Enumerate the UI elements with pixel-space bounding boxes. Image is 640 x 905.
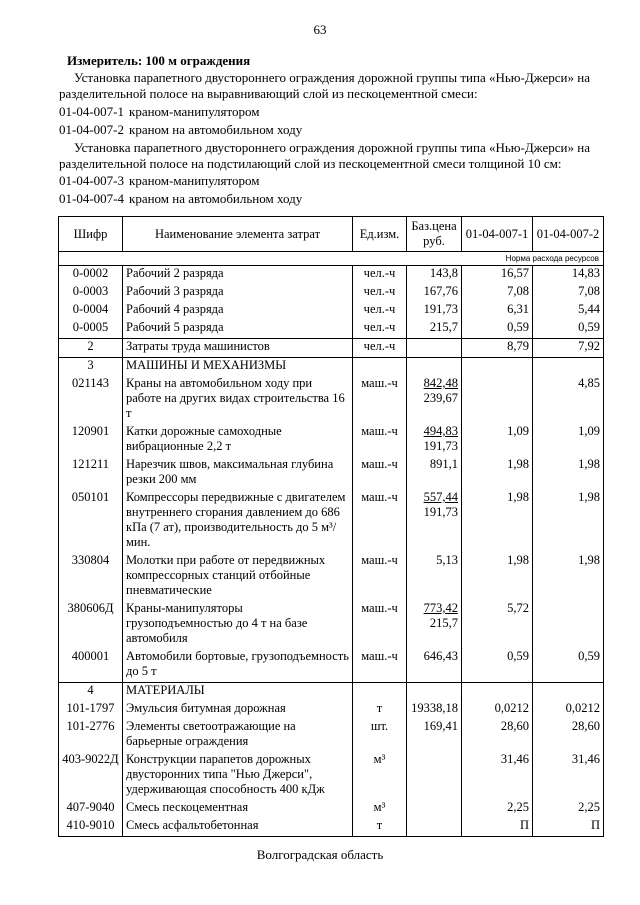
cell-code: 3	[59, 358, 123, 377]
cell-col2	[533, 683, 604, 702]
cell-col1: 1,98	[462, 457, 533, 490]
cell-price	[407, 376, 462, 424]
cell-name: Смесь пескоцементная	[123, 800, 353, 818]
item-code: 01-04-007-4	[59, 191, 124, 206]
cell-col1: 2,25	[462, 800, 533, 818]
cell-code: 101-1797	[59, 701, 123, 719]
cell-unit: чел.-ч	[353, 320, 407, 339]
cell-col1: 8,79	[462, 339, 533, 358]
cell-name: Нарезчик швов, максимальная глубина резки 200 мм	[123, 457, 353, 490]
item-label: краном на автомобильном ходу	[129, 122, 303, 137]
cell-price	[407, 284, 462, 302]
cell-col2: 0,0212	[533, 701, 604, 719]
cell-code: 0-0003	[59, 284, 123, 302]
group2-item-1	[59, 173, 260, 189]
table-row	[59, 601, 604, 649]
item-code: 01-04-007-2	[59, 122, 124, 137]
norm-label: Норма расхода ресурсов	[59, 252, 604, 266]
table-header	[59, 217, 604, 252]
cell-unit: маш.-ч	[353, 424, 407, 457]
cell-price	[407, 457, 462, 490]
cell-col1: 1,09	[462, 424, 533, 457]
price-value: 494,83	[423, 424, 458, 438]
cell-unit: чел.-ч	[353, 302, 407, 320]
cell-price	[407, 649, 462, 683]
cell-unit	[353, 358, 407, 377]
cell-unit: чел.-ч	[353, 266, 407, 285]
item-label: краном-манипулятором	[129, 173, 260, 188]
cell-col2: 1,98	[533, 490, 604, 553]
resource-table	[58, 216, 604, 837]
cell-col2	[533, 601, 604, 649]
table-row	[59, 683, 604, 702]
cell-col1: 7,08	[462, 284, 533, 302]
cell-unit	[353, 683, 407, 702]
cell-col1	[462, 683, 533, 702]
price-value: 191,73	[423, 302, 458, 316]
cell-code: 410-9010	[59, 818, 123, 837]
cell-price	[407, 719, 462, 752]
cell-name: Автомобили бортовые, грузоподъемность до 5 т	[123, 649, 353, 683]
price-secondary-value: 239,67	[423, 391, 458, 405]
cell-name: Катки дорожные самоходные вибрационные 2,2 т	[123, 424, 353, 457]
price-value: 773,42	[423, 601, 458, 615]
header-col1: 01-04-007-1	[462, 217, 533, 252]
table-row	[59, 800, 604, 818]
cell-price	[407, 302, 462, 320]
cell-col1: 0,0212	[462, 701, 533, 719]
meter-heading: Измеритель: 100 м ограждения	[67, 53, 251, 68]
cell-unit: маш.-ч	[353, 376, 407, 424]
cell-code: 120901	[59, 424, 123, 457]
group2-item-2	[59, 191, 302, 207]
cell-code: 4	[59, 683, 123, 702]
cell-col1: 5,72	[462, 601, 533, 649]
price-secondary-value: 191,73	[423, 505, 458, 519]
cell-code: 407-9040	[59, 800, 123, 818]
cell-name: МАШИНЫ И МЕХАНИЗМЫ	[123, 358, 353, 377]
cell-unit: м³	[353, 752, 407, 800]
cell-name: Рабочий 4 разряда	[123, 302, 353, 320]
cell-unit: маш.-ч	[353, 649, 407, 683]
cell-unit: маш.-ч	[353, 553, 407, 601]
cell-name: Краны на автомобильном ходу при работе на других видах строительства 16 т	[123, 376, 353, 424]
cell-unit: т	[353, 701, 407, 719]
cell-name: Рабочий 5 разряда	[123, 320, 353, 339]
cell-name: Элементы светоотражающие на барьерные ограждения	[123, 719, 353, 752]
cell-code: 050101	[59, 490, 123, 553]
cell-name: Затраты труда машинистов	[123, 339, 353, 358]
cell-col2: 4,85	[533, 376, 604, 424]
cell-price	[407, 752, 462, 800]
table-row	[59, 358, 604, 377]
cell-price	[407, 320, 462, 339]
cell-col2: 7,08	[533, 284, 604, 302]
cell-price	[407, 553, 462, 601]
price-value: 842,48	[423, 376, 458, 390]
cell-name: Рабочий 3 разряда	[123, 284, 353, 302]
cell-name: Молотки при работе от передвижных компрессорных станций отбойные пневматические	[123, 553, 353, 601]
price-value: 167,76	[423, 284, 458, 298]
cell-col1: 1,98	[462, 490, 533, 553]
item-label: краном на автомобильном ходу	[129, 191, 303, 206]
table-row	[59, 818, 604, 837]
cell-code: 403-9022Д	[59, 752, 123, 800]
cell-price	[407, 818, 462, 837]
cell-price	[407, 800, 462, 818]
cell-name: Смесь асфальтобетонная	[123, 818, 353, 837]
table-row	[59, 490, 604, 553]
group2-description: Установка парапетного двустороннего ограждения дорожной группы типа «Нью-Джерси» на разделительной полосе на подстилающий слой из пескоцементной смеси толщиной 10 см:	[59, 140, 590, 171]
cell-col1: 28,60	[462, 719, 533, 752]
table-row	[59, 424, 604, 457]
cell-col1: 1,98	[462, 553, 533, 601]
cell-col2: П	[533, 818, 604, 837]
cell-code: 101-2776	[59, 719, 123, 752]
cell-code: 0-0004	[59, 302, 123, 320]
table-row	[59, 302, 604, 320]
cell-code: 0-0002	[59, 266, 123, 285]
cell-col2: 31,46	[533, 752, 604, 800]
price-value: 557,44	[423, 490, 458, 504]
cell-col2: 14,83	[533, 266, 604, 285]
cell-col1: 31,46	[462, 752, 533, 800]
price-value: 215,7	[429, 320, 458, 334]
cell-price	[407, 424, 462, 457]
cell-unit: м³	[353, 800, 407, 818]
cell-unit: маш.-ч	[353, 457, 407, 490]
cell-unit: чел.-ч	[353, 284, 407, 302]
table-row	[59, 553, 604, 601]
cell-price	[407, 601, 462, 649]
cell-name: Рабочий 2 разряда	[123, 266, 353, 285]
cell-price	[407, 266, 462, 285]
cell-price	[407, 683, 462, 702]
item-code: 01-04-007-1	[59, 104, 124, 119]
footer-region: Волгоградская область	[256, 847, 384, 862]
cell-name: Эмульсия битумная дорожная	[123, 701, 353, 719]
header-unit: Ед.изм.	[353, 217, 407, 252]
cell-col2: 0,59	[533, 649, 604, 683]
cell-col2	[533, 358, 604, 377]
cell-col1	[462, 376, 533, 424]
cell-price	[407, 490, 462, 553]
cell-code: 121211	[59, 457, 123, 490]
cell-col2: 1,09	[533, 424, 604, 457]
table-row	[59, 339, 604, 358]
cell-unit: т	[353, 818, 407, 837]
table-row	[59, 320, 604, 339]
cell-code: 330804	[59, 553, 123, 601]
cell-col1: 0,59	[462, 320, 533, 339]
header-price: Баз.цена руб.	[407, 217, 462, 252]
table-row	[59, 649, 604, 683]
group1-item-1	[59, 104, 260, 120]
cell-code: 021143	[59, 376, 123, 424]
cell-unit: чел.-ч	[353, 339, 407, 358]
cell-col2: 7,92	[533, 339, 604, 358]
cell-name: Конструкции парапетов дорожных двусторонних типа "Нью Джерси", удерживающая способность 400 кДж	[123, 752, 353, 800]
price-value: 19338,18	[411, 701, 458, 715]
cell-code: 380606Д	[59, 601, 123, 649]
page-number: 63	[313, 22, 327, 37]
table-row	[59, 266, 604, 285]
cell-name: МАТЕРИАЛЫ	[123, 683, 353, 702]
price-value: 169,41	[423, 719, 458, 733]
table-row	[59, 719, 604, 752]
cell-col1	[462, 358, 533, 377]
norm-row	[59, 252, 604, 266]
cell-name: Компрессоры передвижные с двигателем внутреннего сгорания давлением до 686 кПа (7 ат), производительность до 5 м³/мин.	[123, 490, 353, 553]
cell-col2: 2,25	[533, 800, 604, 818]
cell-name: Краны-манипуляторы грузоподъемностью до 4 т на базе автомобиля	[123, 601, 353, 649]
price-value: 143,8	[429, 266, 458, 280]
table-row	[59, 376, 604, 424]
price-secondary-value: 191,73	[423, 439, 458, 453]
cell-col1: П	[462, 818, 533, 837]
price-secondary-value: 215,7	[429, 616, 458, 630]
cell-col2: 1,98	[533, 457, 604, 490]
cell-price	[407, 358, 462, 377]
table-row	[59, 701, 604, 719]
cell-unit: маш.-ч	[353, 490, 407, 553]
cell-price	[407, 701, 462, 719]
cell-unit: маш.-ч	[353, 601, 407, 649]
cell-code: 0-0005	[59, 320, 123, 339]
cell-col1: 0,59	[462, 649, 533, 683]
group1-description: Установка парапетного двустороннего ограждения дорожной группы типа «Нью-Джерси» на разделительной полосе на выравнивающий слой из пескоцементной смеси:	[59, 70, 590, 101]
item-code: 01-04-007-3	[59, 173, 124, 188]
price-value: 5,13	[436, 553, 458, 567]
group1-item-2	[59, 122, 302, 138]
table-row	[59, 284, 604, 302]
cell-col2: 1,98	[533, 553, 604, 601]
cell-col2: 28,60	[533, 719, 604, 752]
table-body	[59, 266, 604, 837]
cell-code: 2	[59, 339, 123, 358]
cell-col1: 16,57	[462, 266, 533, 285]
table-row	[59, 457, 604, 490]
cell-unit: шт.	[353, 719, 407, 752]
price-value: 891,1	[429, 457, 458, 471]
price-value: 646,43	[423, 649, 458, 663]
cell-col2: 5,44	[533, 302, 604, 320]
cell-col2: 0,59	[533, 320, 604, 339]
item-label: краном-манипулятором	[129, 104, 260, 119]
header-code: Шифр	[59, 217, 123, 252]
cell-code: 400001	[59, 649, 123, 683]
header-name: Наименование элемента затрат	[123, 217, 353, 252]
cell-col1: 6,31	[462, 302, 533, 320]
header-col2: 01-04-007-2	[533, 217, 604, 252]
cell-price	[407, 339, 462, 358]
table-row	[59, 752, 604, 800]
